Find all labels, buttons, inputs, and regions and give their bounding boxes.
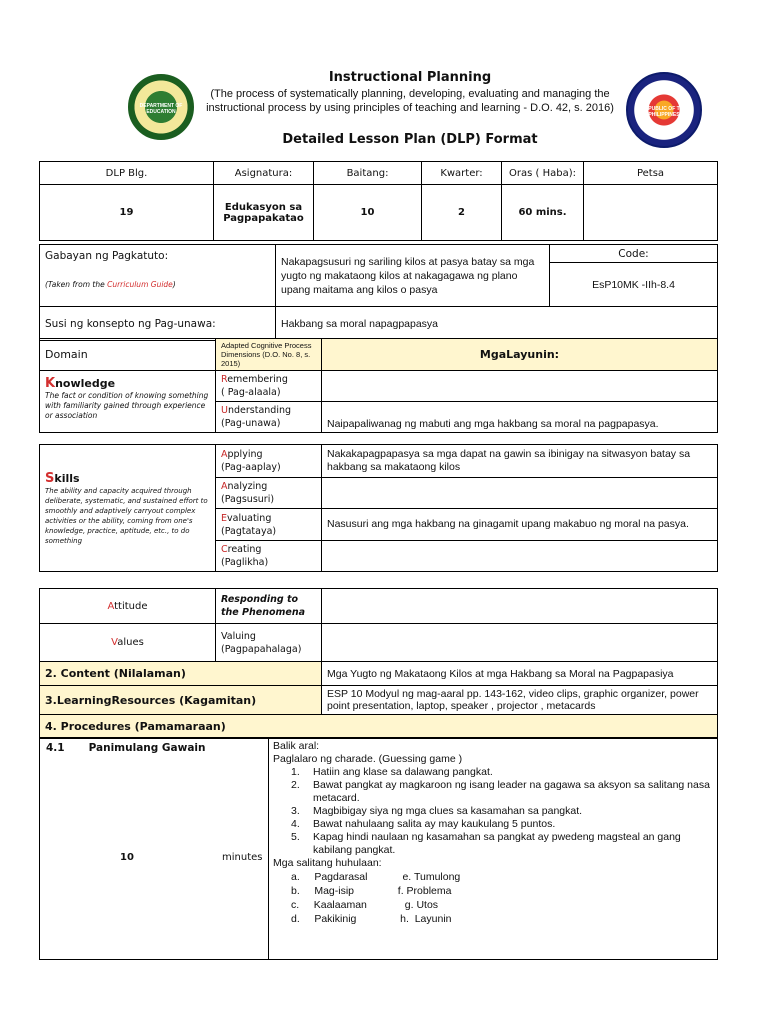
date-value (584, 185, 718, 241)
level-creating (216, 541, 322, 572)
words-label: Mga salitang huhulaan: (273, 857, 382, 869)
analyzing-initial: A (221, 481, 228, 492)
creating-initial: C (221, 544, 228, 555)
procedure-activity (269, 738, 718, 960)
values-objective (322, 624, 718, 662)
adapted-dimensions-label: Adapted Cognitive Process Dimensions (D.O. No. 8, s. 2015) (216, 339, 322, 371)
info-value-row (40, 185, 718, 241)
values-level (216, 624, 322, 662)
understanding-rest: nderstanding (227, 405, 292, 416)
guide-competency: Nakapagsusuri ng sariling kilos at pasya batay sa mga yugto ng makataong kilos at nakagagawa ng plano upang maitama ang kilos o pasya (276, 245, 550, 307)
knowledge-title-rest: nowledge (55, 377, 116, 390)
procedure-duration: 10 (120, 852, 134, 863)
values-rest: alues (117, 637, 144, 648)
format-title: Detailed Lesson Plan (DLP) Format (282, 132, 538, 147)
list-item: c. Kaalaaman g. Utos (291, 899, 439, 911)
concept-value: Hakbang sa moral napagpapasya (276, 307, 718, 341)
evaluating-objective: Nasusuri ang mga hakbang na ginagamit upang makabuo ng moral na pasya. (322, 509, 718, 541)
skills-initial: S (45, 470, 55, 486)
understanding-objective: Naipapaliwanag ng mabuti ang mga hakbang sa moral na pagpapasya. (322, 402, 718, 433)
content-label: 2. Content (Nilalaman) (40, 662, 322, 686)
grade-value: 10 (314, 185, 422, 241)
guide-label: Gabayan ng Pagkatuto: (45, 250, 169, 262)
level-analyzing (216, 478, 322, 509)
header-subject: Asignatura: (214, 162, 314, 185)
quarter-value: 2 (422, 185, 502, 241)
procedure-step-cell (40, 738, 269, 960)
guide-note (45, 280, 270, 290)
document-header (0, 0, 768, 160)
guide-label-cell (40, 245, 276, 307)
understanding-sub: (Pag-unawa) (221, 418, 281, 429)
code-label: Code: (550, 245, 718, 263)
procedure-step-number: 4.1 (46, 742, 65, 754)
understanding-initial: U (221, 405, 228, 416)
header-dlp: DLP Blg. (40, 162, 214, 185)
resources-value: ESP 10 Modyul ng mag-aaral pp. 143-162, video clips, graphic organizer, power point presentation, laptop, speaker , projector , metacards (322, 686, 718, 715)
values-initial: V (111, 637, 118, 648)
subject-value: Edukasyon sa Pagpapakatao (214, 185, 314, 241)
evaluating-initial: E (221, 512, 228, 524)
charade-label: Paglalaro ng charade. (Guessing game ) (273, 753, 463, 765)
attitude-objective (322, 589, 718, 624)
list-item: 5. Kapag hindi naulaan ng kasamahan sa pangkat ay pwedeng magsteal an gang kabilang pangkat. (291, 831, 681, 856)
page-subtitle: (The process of systematically planning, developing, evaluating and managing the instructional process by using principles of teaching and learning - D.O. 42, s. 2016) (206, 88, 614, 114)
header-duration: Oras ( Haba): (502, 162, 584, 185)
knowledge-title (45, 376, 210, 391)
procedure-step-title: Panimulang Gawain (88, 742, 206, 754)
lesson-info-table (39, 161, 718, 241)
guide-note-suffix: ) (172, 280, 176, 289)
guide-note-prefix: (Taken from the (45, 280, 108, 289)
words-list (273, 870, 713, 926)
applying-sub: (Pag-aaplay) (221, 462, 281, 473)
header-grade: Baitang: (314, 162, 422, 185)
level-remembering (216, 371, 322, 402)
domain-label: Domain (40, 339, 216, 371)
remembering-rest: emembering (227, 374, 288, 385)
skills-title-rest: kills (54, 471, 80, 485)
objectives-label: MgaLayunin: (322, 339, 718, 371)
list-item: b. Mag-isip f. Problema (291, 885, 452, 897)
list-item: d. Pakikinig h. Layunin (291, 913, 452, 925)
procedures-table (39, 737, 718, 960)
procedure-duration-unit: minutes (222, 852, 263, 863)
procedure-step-heading (46, 742, 262, 754)
attitude-rest: ttitude (114, 600, 148, 612)
knowledge-cell (40, 371, 216, 433)
deped-national-seal (626, 72, 702, 148)
level-understanding (216, 402, 322, 433)
domain-header-row (40, 339, 718, 371)
remembering-initial: R (221, 374, 228, 385)
skills-cell (40, 445, 216, 572)
procedures-label: 4. Procedures (Pamamaraan) (40, 715, 718, 739)
list-item: 3. Magbibigay siya ng mga clues sa kasamahan sa pangkat. (291, 805, 583, 817)
left-seal-text: DEPARTMENT OF EDUCATION (139, 103, 183, 116)
right-seal-text: REPUBLIC OF THE PHILIPPINES (641, 105, 687, 118)
list-item: a. Pagdarasal e. Tumulong (291, 871, 461, 883)
list-item: 1. Hatiin ang klase sa dalawang pangkat. (291, 766, 493, 778)
attitude-level: Responding to the Phenomena (216, 589, 322, 624)
applying-rest: pplying (227, 449, 263, 460)
list-item: 4. Bawat nahulaang salita ay may kaukulang 5 puntos. (291, 818, 556, 830)
concept-label: Susi ng konsepto ng Pag-unawa: (40, 307, 276, 341)
analyzing-rest: nalyzing (227, 481, 268, 492)
values-level-text: Valuing (221, 630, 256, 642)
remembering-sub: ( Pag-alaala) (221, 387, 281, 398)
remembering-objective (322, 371, 718, 402)
guide-table (39, 244, 718, 341)
knowledge-description: The fact or condition of knowing something with familiarity gained through experience or association (45, 391, 209, 420)
creating-rest: reating (227, 544, 262, 555)
code-value: EsP10MK -IIh-8.4 (550, 263, 718, 307)
duration-value: 60 mins. (502, 185, 584, 241)
values-level-sub: (Pagpapahalaga) (221, 643, 302, 655)
content-resources-table (39, 661, 718, 739)
values-label (40, 624, 216, 662)
attitude-values-table (39, 588, 718, 662)
creating-objective (322, 541, 718, 572)
knowledge-initial: K (45, 376, 56, 391)
charade-steps (273, 766, 713, 857)
skills-table (39, 444, 718, 572)
skills-title (45, 471, 210, 486)
level-evaluating (216, 509, 322, 541)
analyzing-sub: (Pagsusuri) (221, 494, 275, 505)
knowledge-table (39, 338, 718, 433)
evaluating-sub: (Pagtataya) (221, 525, 277, 537)
evaluating-rest: valuating (227, 512, 272, 524)
header-quarter: Kwarter: (422, 162, 502, 185)
page-title: Instructional Planning (328, 70, 492, 85)
list-item: 2. Bawat pangkat ay magkaroon ng isang leader na gagawa sa aksyon sa salitang nasa metacard. (291, 779, 710, 804)
applying-initial: A (221, 449, 228, 460)
dlp-number: 19 (40, 185, 214, 241)
header-date: Petsa (584, 162, 718, 185)
info-header-row (40, 162, 718, 185)
level-applying (216, 445, 322, 478)
content-value: Mga Yugto ng Makataong Kilos at mga Hakbang sa Moral na Pagpapasiya (322, 662, 718, 686)
creating-sub: (Paglikha) (221, 557, 269, 568)
curriculum-guide-link: Curriculum Guide (107, 280, 173, 289)
attitude-label (40, 589, 216, 624)
applying-objective: Nakakapagpapasya sa mga dapat na gawin sa ibinigay na sitwasyon batay sa hakbang sa makataong kilos (322, 445, 718, 478)
deped-division-seal (128, 74, 194, 140)
resources-label: 3.LearningResources (Kagamitan) (40, 686, 322, 715)
analyzing-objective (322, 478, 718, 509)
attitude-initial: A (107, 600, 115, 612)
review-label: Balik aral: (273, 740, 320, 752)
skills-description: The ability and capacity acquired through deliberate, systematic, and sustained effort to smoothly and adaptively carryout complex activities or the ability, coming from one's knowledge, practice, aptitude, etc., to do something (45, 486, 208, 545)
